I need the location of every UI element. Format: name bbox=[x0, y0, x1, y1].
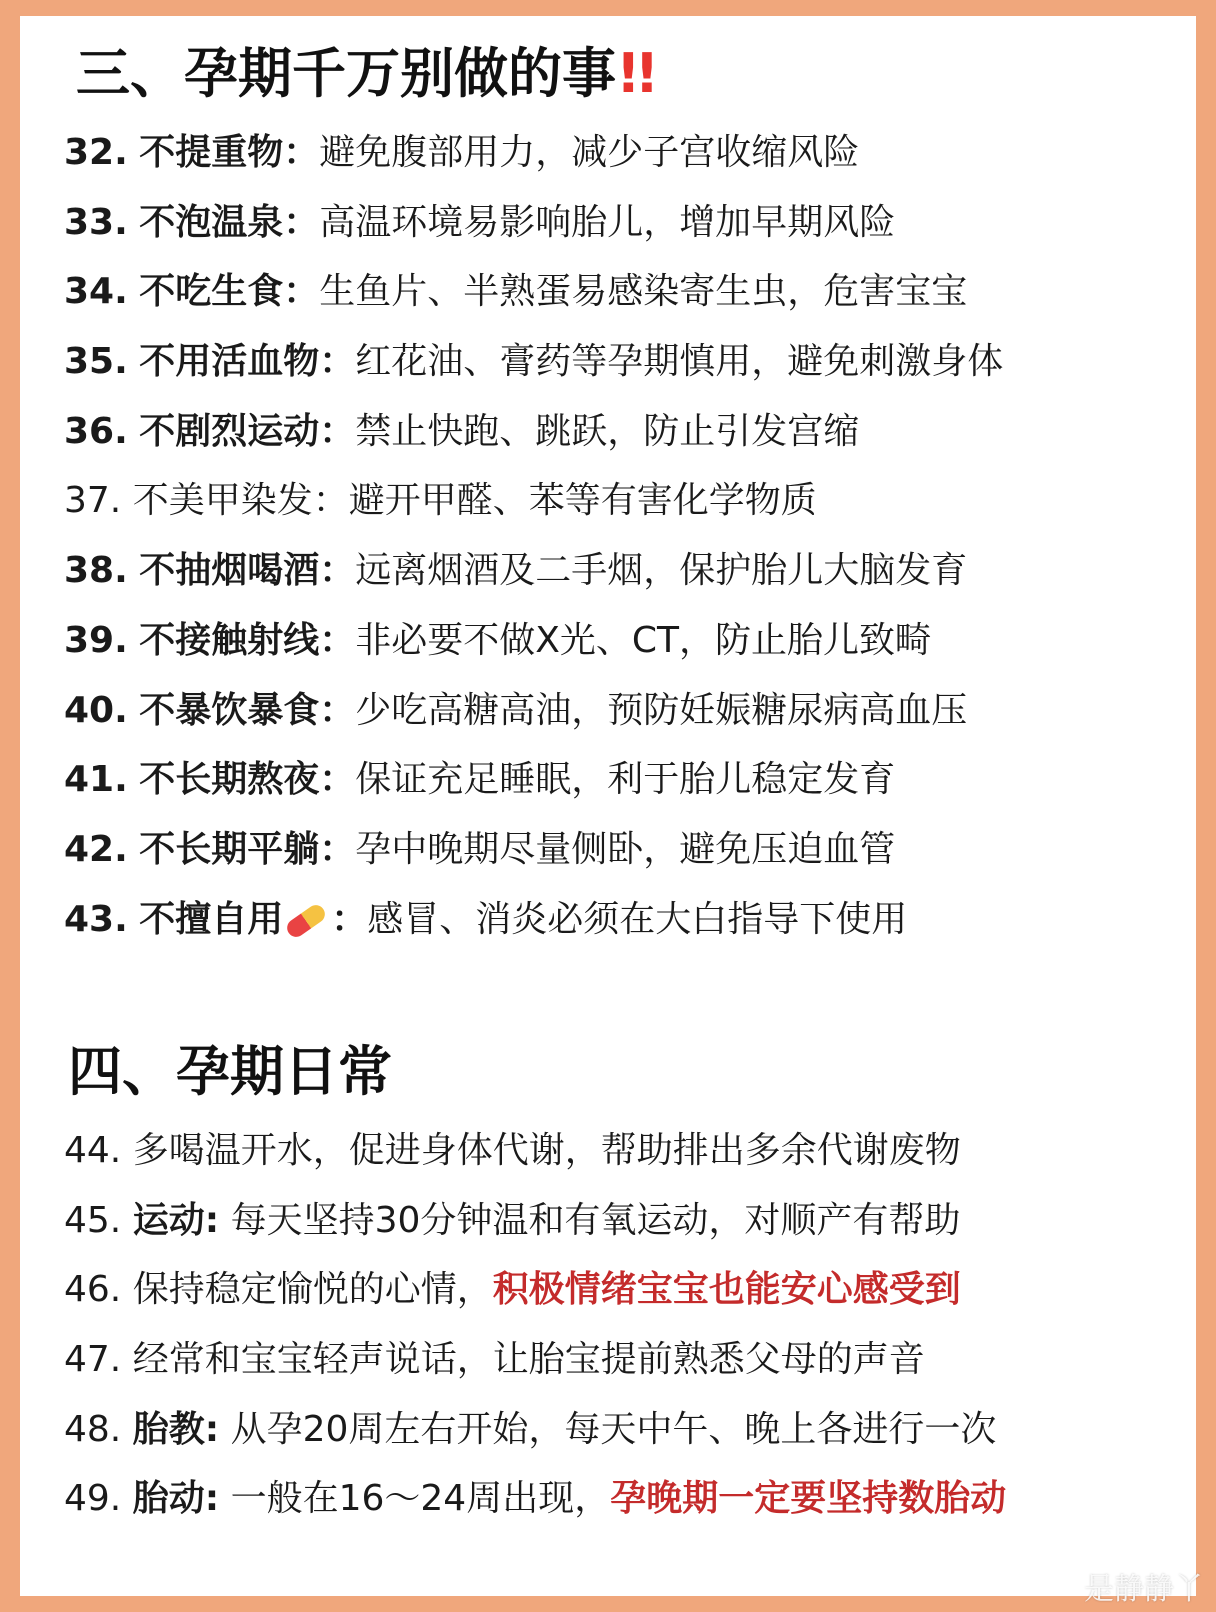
list-item: 33. 不泡温泉：高温环境易影响胎儿，增加早期风险 bbox=[64, 201, 896, 243]
content-card bbox=[20, 16, 1196, 1596]
list-item: 36. 不剧烈运动：禁止快跑、跳跃，防止引发宫缩 bbox=[64, 410, 860, 452]
section-title-donts bbox=[76, 42, 653, 106]
list-item: 38. 不抽烟喝酒：远离烟酒及二手烟，保护胎儿大脑发育 bbox=[64, 550, 968, 592]
highlight-text: 孕晚期一定要坚持数胎动 bbox=[610, 1478, 1007, 1520]
list-item: 34. 不吃生食：生鱼片、半熟蛋易感染寄生虫，危害宝宝 bbox=[64, 271, 968, 313]
section-title-text: 三、孕期千万别做的事 bbox=[76, 42, 616, 105]
list-item: 49. 胎动: 一般在16～24周出现，孕晚期一定要坚持数胎动 bbox=[64, 1478, 1007, 1520]
list-item: 32. 不提重物：避免腹部用力，减少子宫收缩风险 bbox=[64, 132, 860, 173]
list-item: 44. 多喝温开水，促进身体代谢，帮助排出多余代谢废物 bbox=[64, 1130, 961, 1171]
list-item: 47. 经常和宝宝轻声说话，让胎宝提前熟悉父母的声音 bbox=[64, 1339, 925, 1381]
section-title-daily: 四、孕期日常 bbox=[68, 1040, 392, 1103]
list-item: 46. 保持稳定愉悦的心情，积极情绪宝宝也能安心感受到 bbox=[64, 1269, 961, 1311]
donts-list bbox=[64, 118, 1003, 954]
list-item: 48. 胎教: 从孕20周左右开始，每天中午、晚上各进行一次 bbox=[64, 1408, 997, 1450]
list-item: 40. 不暴饮暴食：少吃高糖高油，预防妊娠糖尿病高血压 bbox=[64, 689, 968, 731]
daily-list bbox=[64, 1116, 1006, 1534]
list-item: 39. 不接触射线：非必要不做X光、CT，防止胎儿致畸 bbox=[64, 619, 932, 661]
list-item: 42. 不长期平躺：孕中晚期尽量侧卧，避免压迫血管 bbox=[64, 828, 896, 870]
pill-icon bbox=[284, 901, 329, 940]
list-item: 37. 不美甲染发：避开甲醛、苯等有害化学物质 bbox=[64, 480, 817, 522]
list-item: 35. 不用活血物：红花油、膏药等孕期慎用，避免刺激身体 bbox=[64, 341, 1004, 383]
highlight-text: 积极情绪宝宝也能安心感受到 bbox=[492, 1269, 961, 1311]
watermark: 是静静丫 bbox=[1084, 1572, 1204, 1607]
double-exclamation-icon: !! bbox=[616, 42, 654, 105]
list-item: 45. 运动: 每天坚持30分钟温和有氧运动，对顺产有帮助 bbox=[64, 1199, 961, 1241]
list-item: 41. 不长期熬夜：保证充足睡眠，利于胎儿稳定发育 bbox=[64, 759, 896, 801]
list-item: 43. 不擅自用 ：感冒、消炎必须在大白指导下使用 bbox=[64, 898, 908, 940]
